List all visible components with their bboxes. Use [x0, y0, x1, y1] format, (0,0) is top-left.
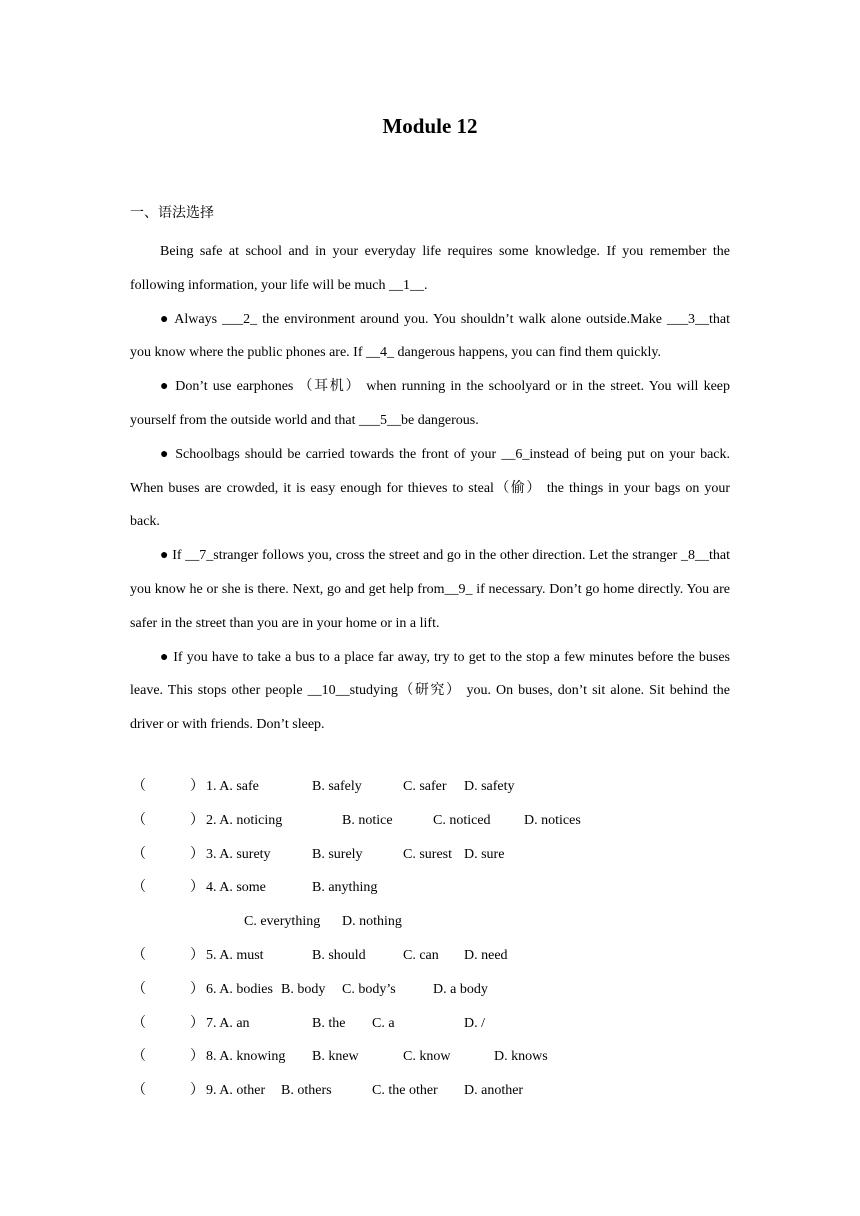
open-bracket: （: [132, 880, 146, 896]
page-title: Module 12: [382, 114, 478, 138]
option-b: B. knew: [312, 1049, 359, 1065]
close-bracket: ）: [190, 1015, 204, 1031]
close-bracket: ）: [190, 1049, 204, 1065]
option-a: 5. A. must: [206, 947, 264, 963]
open-bracket: （: [132, 1049, 146, 1065]
open-bracket: （: [132, 846, 146, 862]
option-c: C. know: [403, 1049, 451, 1065]
option-c: C. the other: [372, 1083, 438, 1099]
answer-options: [130, 770, 730, 1108]
open-bracket: （: [132, 1015, 146, 1031]
option-b: B. safely: [312, 779, 362, 794]
option-d: D. /: [464, 1015, 485, 1031]
option-c: C. surest: [403, 846, 452, 862]
option-b: B. surely: [312, 846, 363, 862]
close-bracket: ）: [190, 779, 204, 794]
passage-paragraph: ● Always ___2_ the environment around you. You shouldn’t walk alone outside.Make ___3__that you know where the public phones are. If __4_ dangerous happens, you can find them quickly.: [130, 311, 730, 361]
close-bracket: ）: [190, 1083, 204, 1099]
option-row: [130, 804, 730, 838]
option-c: C. can: [403, 947, 439, 963]
option-b: B. anything: [312, 880, 378, 896]
option-a: 3. A. surety: [206, 846, 271, 862]
option-row: [130, 1007, 730, 1041]
option-row: [130, 973, 730, 1007]
open-bracket: （: [132, 981, 146, 997]
open-bracket: （: [132, 779, 146, 794]
option-d: D. a body: [433, 981, 488, 997]
option-b: B. notice: [342, 812, 393, 828]
option-row: [130, 770, 730, 804]
option-c: C. a: [372, 1015, 395, 1031]
passage-paragraph: ● Schoolbags should be carried towards the front of your __6_instead of being put on your back. When buses are crowded, it is easy enough for thieves to steal（偷） the things in your bags on your back.: [130, 446, 730, 530]
open-bracket: （: [132, 1083, 146, 1099]
close-bracket: ）: [190, 846, 204, 862]
option-row: [130, 939, 730, 973]
passage-paragraph: ● If __7_stranger follows you, cross the street and go in the other direction. Let the stranger _8__that you know he or she is there. Next, go and get help from__9_ if necessary. Don’t go home directly. You are safer in the street than you are in your home or in a lift.: [130, 548, 730, 631]
option-d: D. sure: [464, 846, 505, 862]
option-row: [130, 1040, 730, 1074]
option-d: D. need: [464, 947, 508, 963]
close-bracket: ）: [190, 812, 204, 828]
option-d: D. knows: [494, 1049, 548, 1065]
passage-paragraph: ● Don’t use earphones （耳机） when running in the schoolyard or in the street. You will keep yourself from the outside world and that ___5__be dangerous.: [130, 379, 730, 428]
option-c: C. safer: [403, 779, 447, 794]
option-a: 2. A. noticing: [206, 812, 283, 828]
option-c: C. noticed: [433, 812, 491, 828]
option-a: 6. A. bodies: [206, 981, 273, 997]
option-a: 7. A. an: [206, 1015, 250, 1031]
option-b: B. others: [281, 1083, 332, 1099]
option-c: C. body’s: [342, 981, 396, 997]
option-b: B. should: [312, 947, 366, 963]
close-bracket: ）: [190, 981, 204, 997]
option-d: D. nothing: [342, 914, 402, 930]
option-a: 4. A. some: [206, 880, 266, 896]
reading-passage: [130, 235, 730, 742]
option-row: [130, 838, 730, 872]
option-a: 1. A. safe: [206, 779, 259, 794]
option-row: [130, 905, 730, 939]
open-bracket: （: [132, 812, 146, 828]
close-bracket: ）: [190, 947, 204, 963]
option-row: [130, 871, 730, 905]
passage-paragraph: ● If you have to take a bus to a place far away, try to get to the stop a few minutes before the buses leave. This stops other people __10__studying（研究） you. On buses, don’t sit alone. Sit behind the driver or with friends. Don’t sleep.: [130, 649, 730, 733]
option-a: 9. A. other: [206, 1083, 266, 1099]
close-bracket: ）: [190, 880, 204, 896]
option-a: 8. A. knowing: [206, 1049, 286, 1065]
passage-paragraph: Being safe at school and in your everyday life requires some knowledge. If you remember the following information, your life will be much __1__.: [130, 244, 730, 293]
option-d: D. another: [464, 1083, 524, 1099]
option-c: C. everything: [244, 914, 321, 930]
open-bracket: （: [132, 947, 146, 963]
section-heading: 一、语法选择: [130, 206, 214, 221]
option-b: B. body: [281, 981, 326, 997]
option-d: D. notices: [524, 812, 581, 828]
option-d: D. safety: [464, 779, 515, 794]
option-row: [130, 1074, 730, 1108]
option-b: B. the: [312, 1015, 346, 1031]
